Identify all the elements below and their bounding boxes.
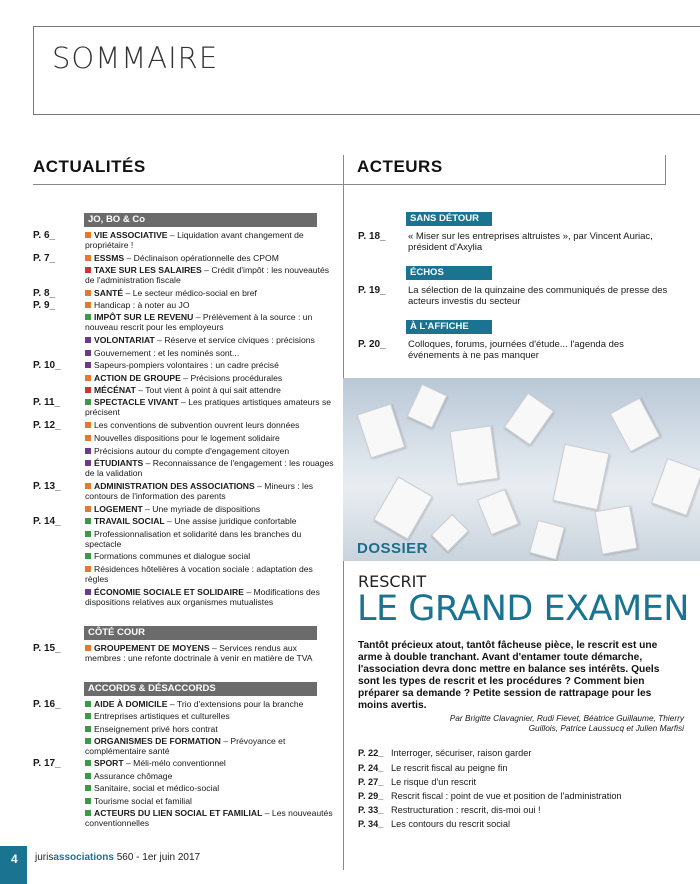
page-ref: P. 11_ bbox=[33, 397, 61, 408]
title-box bbox=[33, 26, 700, 115]
actualites-heading: ACTUALITÉS bbox=[33, 157, 146, 176]
bullet-square bbox=[85, 460, 91, 466]
page-number: 4 bbox=[11, 852, 18, 866]
list-item[interactable]: Interroger, sécuriser, raison garder bbox=[391, 748, 532, 758]
bullet-square bbox=[85, 483, 91, 489]
list-item[interactable]: Sapeurs-pompiers volontaires : un cadre précisé bbox=[85, 360, 335, 370]
dossier-label: DOSSIER bbox=[357, 540, 429, 557]
section-a-l-affiche: À L'AFFICHE bbox=[406, 320, 492, 334]
bullet-square bbox=[85, 506, 91, 512]
list-item[interactable]: Sanitaire, social et médico-social bbox=[85, 783, 335, 793]
section-cote-cour: CÔTÉ COUR bbox=[84, 626, 317, 640]
list-item[interactable]: TAXE SUR LES SALAIRES – Crédit d'impôt : les nouveautés de l'administration fiscale bbox=[85, 265, 330, 285]
list-item[interactable]: Restructuration : rescrit, dis-moi oui ! bbox=[391, 805, 541, 815]
section-jo-bo: JO, BO & Co bbox=[84, 213, 317, 227]
left-heading-rule bbox=[33, 184, 343, 185]
list-item[interactable]: Professionnalisation et solidarité dans les branches du spectacle bbox=[85, 529, 302, 549]
bullet-square bbox=[85, 375, 91, 381]
bullet-square bbox=[85, 645, 91, 651]
page-ref: P. 33_ bbox=[358, 805, 384, 815]
section-echos: ÉCHOS bbox=[406, 266, 492, 280]
dossier-kicker: RESCRIT bbox=[358, 572, 427, 591]
bullet-square bbox=[85, 810, 91, 816]
bullet-square bbox=[85, 448, 91, 454]
dossier-illustration bbox=[343, 378, 700, 561]
page-ref: P. 14_ bbox=[33, 516, 61, 527]
issue-info: 560 - 1er juin 2017 bbox=[116, 852, 201, 863]
bullet-square bbox=[85, 760, 91, 766]
bullet-square bbox=[85, 713, 91, 719]
dossier-title: LE GRAND EXAMEN bbox=[357, 589, 689, 629]
bullet-square bbox=[85, 422, 91, 428]
list-item[interactable]: Colloques, forums, journées d'étude... l'agenda des événements à ne pas manquer bbox=[408, 339, 624, 361]
list-item[interactable]: Tourisme social et familial bbox=[85, 796, 335, 806]
page-ref: P. 12_ bbox=[33, 420, 61, 431]
list-item[interactable]: VIE ASSOCIATIVE – Liquidation avant changement de propriétaire ! bbox=[85, 230, 304, 250]
page-ref: P. 27_ bbox=[358, 777, 384, 787]
section-accords: ACCORDS & DÉSACCORDS bbox=[84, 682, 317, 696]
right-corner-line bbox=[665, 155, 666, 185]
bullet-square bbox=[85, 232, 91, 238]
page-ref: P. 7_ bbox=[33, 253, 56, 264]
brand-name: associations bbox=[53, 852, 114, 863]
bullet-square bbox=[85, 350, 91, 356]
list-item[interactable]: Assurance chômage bbox=[85, 771, 335, 781]
bullet-square bbox=[85, 290, 91, 296]
page-ref: P. 16_ bbox=[33, 699, 61, 710]
dossier-lead: Tantôt précieux atout, tantôt fâcheuse pièce, le rescrit est une arme à double tranchant. Avant d'entamer toute démarche, l'association devra donc mettre en balance ses intérêts. Quels sont les types de rescrit et les procédures ? Comment bien préparer sa demande ? Petite session de rattrapage pour les moins avertis. bbox=[358, 640, 660, 711]
bullet-square bbox=[85, 435, 91, 441]
list-item[interactable]: SANTÉ – Le secteur médico-social en bref bbox=[85, 288, 335, 298]
bullet-square bbox=[85, 701, 91, 707]
bullet-square bbox=[85, 566, 91, 572]
right-heading-rule bbox=[343, 184, 665, 185]
list-item[interactable]: Formations communes et dialogue social bbox=[85, 551, 335, 561]
bullet-square bbox=[85, 738, 91, 744]
bullet-square bbox=[85, 553, 91, 559]
page-ref: P. 10_ bbox=[33, 360, 61, 371]
list-item[interactable]: Enseignement privé hors contrat bbox=[85, 724, 335, 734]
list-item[interactable]: VOLONTARIAT – Réserve et service civiques : précisions bbox=[85, 335, 335, 345]
brand-prefix: juris bbox=[35, 852, 54, 863]
list-item[interactable]: MÉCÉNAT – Tout vient à point à qui sait attendre bbox=[85, 385, 335, 395]
list-item[interactable]: Nouvelles dispositions pour le logement solidaire bbox=[85, 433, 335, 443]
page-ref: P. 24_ bbox=[358, 763, 384, 773]
list-item[interactable]: ACTION DE GROUPE – Précisions procédurales bbox=[85, 373, 335, 383]
page-ref: P. 22_ bbox=[358, 748, 384, 758]
list-item[interactable]: SPECTACLE VIVANT – Les pratiques artistiques amateurs se précisent bbox=[85, 397, 332, 417]
bullet-square bbox=[85, 518, 91, 524]
list-item[interactable]: LOGEMENT – Une myriade de dispositions bbox=[85, 504, 335, 514]
list-item[interactable]: Précisions autour du compte d'engagement citoyen bbox=[85, 446, 335, 456]
page-title: SOMMAIRE bbox=[52, 41, 219, 75]
list-item[interactable]: IMPÔT SUR LE REVENU – Prélèvement à la source : un nouveau rescrit pour les employeurs bbox=[85, 312, 313, 332]
list-item[interactable]: ACTEURS DU LIEN SOCIAL ET FAMILIAL – Les nouveautés conventionnelles bbox=[85, 808, 333, 828]
dossier-authors: Par Brigitte Clavagnier, Rudi Fievet, Béatrice Guillaume, Thierry Guillois, Patrice Laussucq et Julien Marfisi bbox=[449, 713, 684, 733]
list-item[interactable]: ÉCONOMIE SOCIALE ET SOLIDAIRE – Modifications des dispositions relatives aux organismes mutualistes bbox=[85, 587, 320, 607]
list-item[interactable]: Résidences hôtelières à vocation sociale : adaptation des règles bbox=[85, 564, 313, 584]
bullet-square bbox=[85, 798, 91, 804]
list-item[interactable]: Rescrit fiscal : point de vue et position de l'administration bbox=[391, 791, 622, 801]
bullet-square bbox=[85, 362, 91, 368]
bullet-square bbox=[85, 255, 91, 261]
list-item[interactable]: Handicap : à noter au JO bbox=[85, 300, 335, 310]
page-ref: P. 29_ bbox=[358, 791, 384, 801]
bullet-square bbox=[85, 314, 91, 320]
list-item[interactable]: ORGANISMES DE FORMATION – Prévoyance et complémentaire santé bbox=[85, 736, 286, 756]
page-ref: P. 15_ bbox=[33, 643, 61, 654]
list-item[interactable]: TRAVAIL SOCIAL – Une assise juridique confortable bbox=[85, 516, 335, 526]
page-ref: P. 19_ bbox=[358, 285, 386, 296]
list-item[interactable]: Gouvernement : et les nominés sont... bbox=[85, 348, 335, 358]
page-ref: P. 8_ bbox=[33, 288, 56, 299]
list-item[interactable]: « Miser sur les entreprises altruistes », par Vincent Auriac, président d'Axylia bbox=[408, 231, 653, 253]
acteurs-heading: ACTEURS bbox=[357, 157, 443, 176]
list-item[interactable]: Le risque d'un rescrit bbox=[391, 777, 476, 787]
bullet-square bbox=[85, 589, 91, 595]
list-item[interactable]: Les contours du rescrit social bbox=[391, 819, 510, 829]
list-item[interactable]: ÉTUDIANTS – Reconnaissance de l'engagement : les rouages de la validation bbox=[85, 458, 334, 478]
list-item[interactable]: ADMINISTRATION DES ASSOCIATIONS – Mineurs : les contours de l'information des parents bbox=[85, 481, 314, 501]
page-ref: P. 17_ bbox=[33, 758, 61, 769]
bullet-square bbox=[85, 302, 91, 308]
page-ref: P. 18_ bbox=[358, 231, 386, 242]
footer-brand bbox=[35, 852, 200, 863]
page-ref: P. 9_ bbox=[33, 300, 56, 311]
bullet-square bbox=[85, 773, 91, 779]
bullet-square bbox=[85, 387, 91, 393]
list-item[interactable]: GROUPEMENT DE MOYENS – Services rendus aux membres : une refonte doctrinale à venir en matière de TVA bbox=[85, 643, 313, 663]
bullet-square bbox=[85, 267, 91, 273]
bullet-square bbox=[85, 399, 91, 405]
page-ref: P. 6_ bbox=[33, 230, 56, 241]
list-item[interactable]: La sélection de la quinzaine des communiqués de presse des acteurs investis du secteur bbox=[408, 285, 668, 307]
bullet-square bbox=[85, 531, 91, 537]
list-item[interactable]: AIDE À DOMICILE – Trio d'extensions pour la branche bbox=[85, 699, 335, 709]
page-number-box bbox=[0, 846, 27, 884]
list-item[interactable]: Les conventions de subvention ouvrent leurs données bbox=[85, 420, 335, 430]
bullet-square bbox=[85, 726, 91, 732]
list-item[interactable]: SPORT – Méli-mélo conventionnel bbox=[85, 758, 335, 768]
list-item[interactable]: Entreprises artistiques et culturelles bbox=[85, 711, 335, 721]
page-ref: P. 13_ bbox=[33, 481, 61, 492]
list-item[interactable]: ESSMS – Déclinaison opérationnelle des CPOM bbox=[85, 253, 335, 263]
bullet-square bbox=[85, 337, 91, 343]
section-sans-detour: SANS DÉTOUR bbox=[406, 212, 492, 226]
page-ref: P. 20_ bbox=[358, 339, 386, 350]
page-ref: P. 34_ bbox=[358, 819, 384, 829]
bullet-square bbox=[85, 785, 91, 791]
list-item[interactable]: Le rescrit fiscal au peigne fin bbox=[391, 763, 508, 773]
